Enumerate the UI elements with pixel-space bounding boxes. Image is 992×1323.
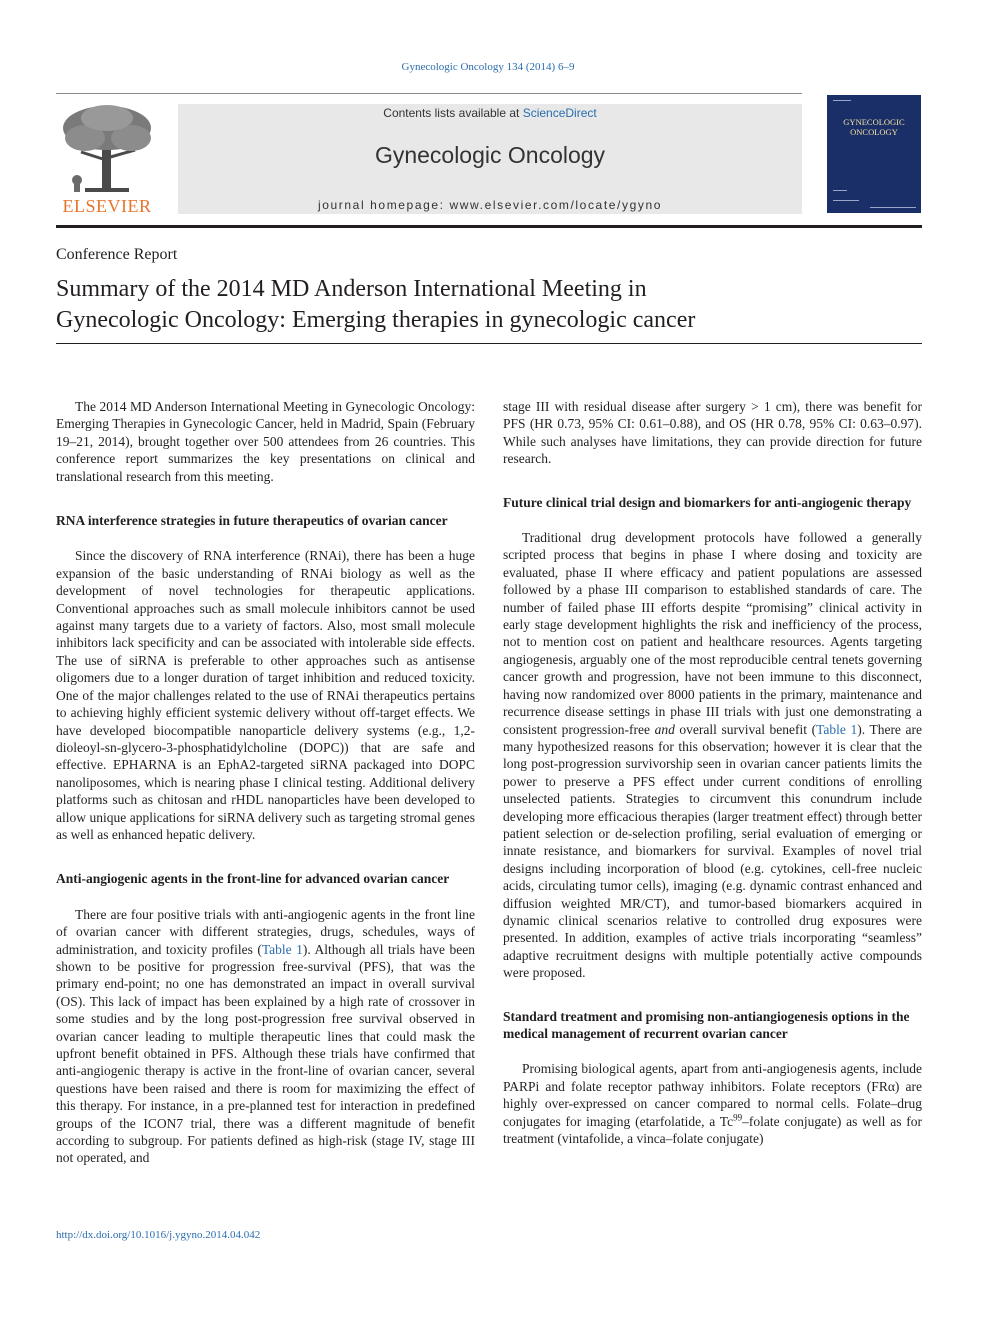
tree-icon [55,100,159,196]
section-paragraph-trial-design [503,529,922,982]
section-heading-rnai: RNA interference strategies in future therapeutics of ovarian cancer [56,513,448,529]
superscript-99: 99 [733,1112,743,1123]
text-segment: –folate conjugate) as well as for treatment (vintafolide, a vinca–folate conjugate) [503,1113,922,1147]
text-segment: ). Although all trials have been shown to be positive for progression free-survival (PFS), that was the primary end-point; no one has demonstrated an impact in overall survival (OS). This lack of impact has been explained by a high rate of crossover in some studies and by the long post-progression free survival observed in ovarian cancer leading to multiple therapeutic lines that could mask the upfront benefit obtained in PFS. Although these trials have confirmed that anti-angiogenic therapy is active in the front-line of ovarian cancer, several questions have been raised and there is room for maximizing the effect of this therapy. For instance, in a pre-planned test for interaction in predefined groups of the ICON7 trial, there was a different magnitude of benefit according to subgroup. For patients defined as high-risk (stage IV, stage III not operated, and [56,941,475,1166]
emphasis-and: and [654,721,675,737]
continued-paragraph: stage III with residual disease after surgery > 1 cm), there was benefit for PFS (HR 0.73, 95% CI: 0.61–0.88), and OS (HR 0.78, 95% CI: 0.63–0.97). While such analyses have limitations, they can provide direction for future research. [503,399,922,467]
section-paragraph-recurrent [503,1060,922,1147]
journal-homepage[interactable]: journal homepage: www.elsevier.com/locate/ygyno [317,198,662,212]
article-title [56,274,922,336]
header-divider [56,225,922,228]
contents-availability [178,106,802,120]
cover-detail-line [833,100,851,101]
section-paragraph-front-line [56,906,475,1167]
cover-title [833,117,915,137]
doi-link[interactable]: http://dx.doi.org/10.1016/j.ygyno.2014.04.042 [56,1229,261,1241]
section-heading-recurrent: Standard treatment and promising non-antiangiogenesis options in the medical management of recurrent ovarian cancer [503,1008,910,1041]
cover-title-line2: ONCOLOGY [850,127,898,137]
cover-detail-line [833,200,859,201]
text-segment: Traditional drug development protocols have followed a generally scripted process that begins in phase I where dosing and toxicity are evaluated, phase II where efficacy and patient populations are assessed followed by a phase III comparison to established standards of care. The number of failed phase III efforts despite “promising” clinical activity in early stage development highlights the risk and inefficiency of the process, not to mention cost on patient and healthcare resources. Agents targeting angiogenesis, arguably one of the most reproducible central tenets governing cancer growth and progression, have not been immune to this disconnect, having now randomized over 8000 patients in the primary, maintenance and recurrence disease settings in phase III trials with just one demonstrating a consistent progression-free [503,530,922,737]
article-title-line1: Summary of the 2014 MD Anderson International Meeting in [56,276,647,302]
section-heading-trial-design: Future clinical trial design and biomarkers for anti-angiogenic therapy [503,494,912,510]
left-column [56,398,475,1167]
article-title-line2: Gynecologic Oncology: Emerging therapies in gynecologic cancer [56,307,696,333]
text-segment: There are four positive trials with anti-angiogenic agents in the front line of ovarian cancer with different strategies, drugs, schedules, ways of administration, and toxicity profiles ( [56,906,475,957]
text-segment: Promising biological agents, apart from anti-angiogenesis agents, include PARPi and folate receptor pathway inhibitors. Folate receptors (FRα) are highly over-expressed on cancer compared to normal cells. Folate–drug conjugates for imaging (etarfolatide, a Tc [503,1061,922,1129]
section-heading-front-line: Anti-angiogenic agents in the front-line for advanced ovarian cancer [56,871,450,887]
table-1-link[interactable]: Table 1 [816,721,858,737]
sciencedirect-link[interactable]: ScienceDirect [522,106,597,120]
article-type: Conference Report [56,246,178,263]
text-segment: ). There are many hypothesized reasons for this observation; however it is clear that the long post-progression survivorship seen in ovarian cancer patients limits the power to preserve a PFS effect under current conditions of enrolling unselected patients. Strategies to circumvent this conundrum include developing more efficacious therapies (larger treatment effect) through better patient selection or de-selection profiling, serial evaluation of emerging or innate resistance, and biomarkers for survival. Examples of novel trial designs including incorporation of blood (e.g. cytokines, cell-free nucleic acids, circulating tumor cells), imaging (e.g. dynamic contrast enhanced and diffusion weighted MR/CT), and tumor-based biomarkers acquired in dynamic clinical scenarios relative to controlled drug exposures were presented. In addition, examples of active trials incorporating “seamless” adaptive recruitment designs with multiple potentially active compounds were proposed. [503,721,922,981]
intro-paragraph: The 2014 MD Anderson International Meeting in Gynecologic Oncology: Emerging Therapies in Gynecologic Cancer, held in Madrid, Spain (February 19–21, 2014), brought together over 500 attendees from 26 countries. This conference report summarizes the key presentations on clinical and translational research from this meeting. [56,399,475,484]
text-segment: overall survival benefit ( [674,721,817,737]
title-divider [56,343,922,344]
journal-cover-thumbnail [827,95,921,213]
table-1-link[interactable]: Table 1 [261,941,303,957]
section-paragraph-rnai: Since the discovery of RNA interference (RNAi), there has been a huge expansion of the basic understanding of RNAi biology as well as the development of novel technologies for therapeutic applications. Conventional approaches such as small molecule inhibitors cannot be used against many targets due to a variety of factors. Also, most small molecule inhibitors lack specificity and can be associated with intolerable side effects. The use of siRNA is preferable to other approaches such as antisense oligomers due to a longer duration of target inhibition and reduced toxicity. One of the major challenges related to the use of RNAi therapeutics pertains to achieving highly efficient systemic delivery without off-target effects. We have developed biocompatible nanoparticle delivery systems (e.g., 1,2-dioleoyl-sn-glycero-3-phosphatidylcholine (DOPC)) that are safe and effective. EPHARNA is an EphA2-targeted siRNA packaged into DOPC nanoliposomes, which is nearing phase I clinical testing. Additional delivery platforms such as chitosan and rHDL nanoparticles have been developed to allow unique applications for siRNA delivery such as targeting stromal genes as well as enhanced hepatic delivery. [56,548,475,842]
journal-name: Gynecologic Oncology [374,142,606,168]
elsevier-wordmark: ELSEVIER [62,196,152,216]
cover-title-line1: GYNECOLOGIC [843,117,905,127]
journal-citation[interactable]: Gynecologic Oncology 134 (2014) 6–9 [401,61,575,73]
contents-prefix: Contents lists available at [383,106,523,120]
header-top-rule [56,93,802,94]
cover-detail-line [870,207,916,208]
cover-detail-line [833,190,847,191]
right-column [503,398,922,1147]
